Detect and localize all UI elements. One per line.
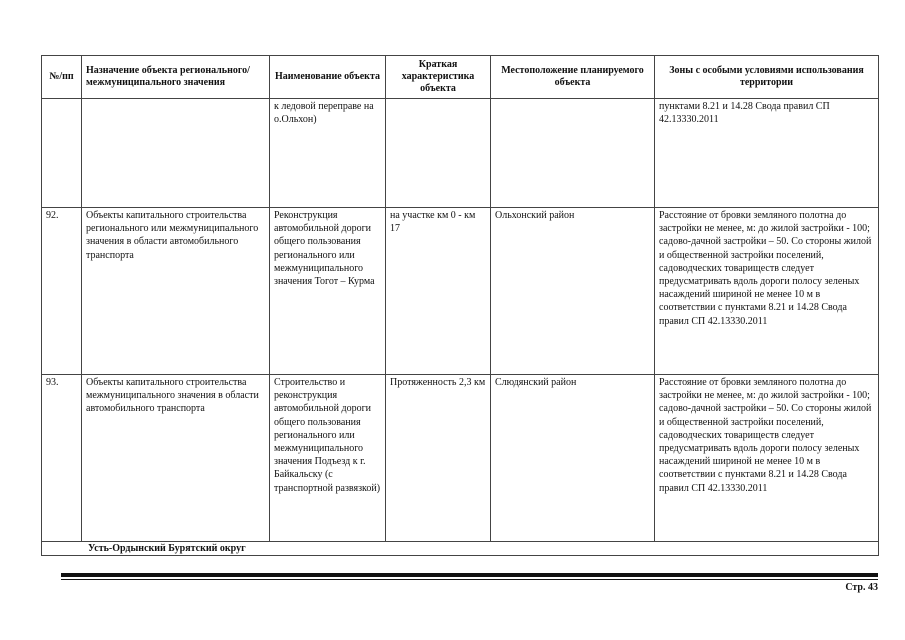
- objects-table: [41, 55, 879, 556]
- table-row: [42, 99, 879, 208]
- footer-rule-thin: [61, 579, 878, 580]
- cell-purpose: [82, 99, 270, 208]
- cell-location: [491, 99, 655, 208]
- header-zones: Зоны с особыми условиями использования территории: [655, 56, 879, 99]
- header-brief: Краткая характеристика объекта: [386, 56, 491, 99]
- cell-num: 93.: [42, 375, 82, 542]
- cell-num: 92.: [42, 208, 82, 375]
- header-name: Наименование объекта: [270, 56, 386, 99]
- cell-brief: Протяженность 2,3 км: [386, 375, 491, 542]
- section-title: Усть-Ордынский Бурятский округ: [42, 542, 879, 556]
- header-location: Местоположение планируемого объекта: [491, 56, 655, 99]
- cell-name: к ледовой переправе на о.Ольхон): [270, 99, 386, 208]
- cell-num: [42, 99, 82, 208]
- page-number: Стр. 43: [845, 582, 878, 593]
- footer-rule-thick: [61, 573, 878, 577]
- table-header-row: [42, 56, 879, 99]
- section-row: [42, 542, 879, 556]
- header-num: №/пп: [42, 56, 82, 99]
- cell-zones: пунктами 8.21 и 14.28 Свода правил СП 42.13330.2011: [655, 99, 879, 208]
- cell-name: Реконструкция автомобильной дороги общего пользования регионального или межмуниципального значения Тогот – Курма: [270, 208, 386, 375]
- cell-purpose: Объекты капитального строительства межмуниципального значения в области автомобильного транспорта: [82, 375, 270, 542]
- header-purpose: Назначение объекта регионального/ межмуниципального значения: [82, 56, 270, 99]
- cell-brief: [386, 99, 491, 208]
- cell-zones: Расстояние от бровки земляного полотна до застройки не менее, м: до жилой застройки - 100; садово-дачной застройки – 50. Со стороны жилой и общественной застройки поселений, садоводческих товариществ следует предусматривать вдоль дороги полосу зеленых насаждений шириной не менее 10 м в соответствии с пунктами 8.21 и 14.28 Свода правил СП 42.13330.2011: [655, 208, 879, 375]
- cell-purpose: Объекты капитального строительства регионального или межмуниципального значения в области автомобильного транспорта: [82, 208, 270, 375]
- cell-location: Ольхонский район: [491, 208, 655, 375]
- table-row: [42, 375, 879, 542]
- cell-location: Слюдянский район: [491, 375, 655, 542]
- cell-name: Строительство и реконструкция автомобильной дороги общего пользования регионального или межмуниципального значения Подъезд к г. Байкальску (с транспортной развязкой): [270, 375, 386, 542]
- cell-zones: Расстояние от бровки земляного полотна до застройки не менее, м: до жилой застройки - 100; садово-дачной застройки – 50. Со стороны жилой и общественной застройки поселений, садоводческих товариществ следует предусматривать вдоль дороги полосу зеленых насаждений шириной не менее 10 м в соответствии с пунктами 8.21 и 14.28 Свода правил СП 42.13330.2011: [655, 375, 879, 542]
- cell-brief: на участке км 0 - км 17: [386, 208, 491, 375]
- table-row: [42, 208, 879, 375]
